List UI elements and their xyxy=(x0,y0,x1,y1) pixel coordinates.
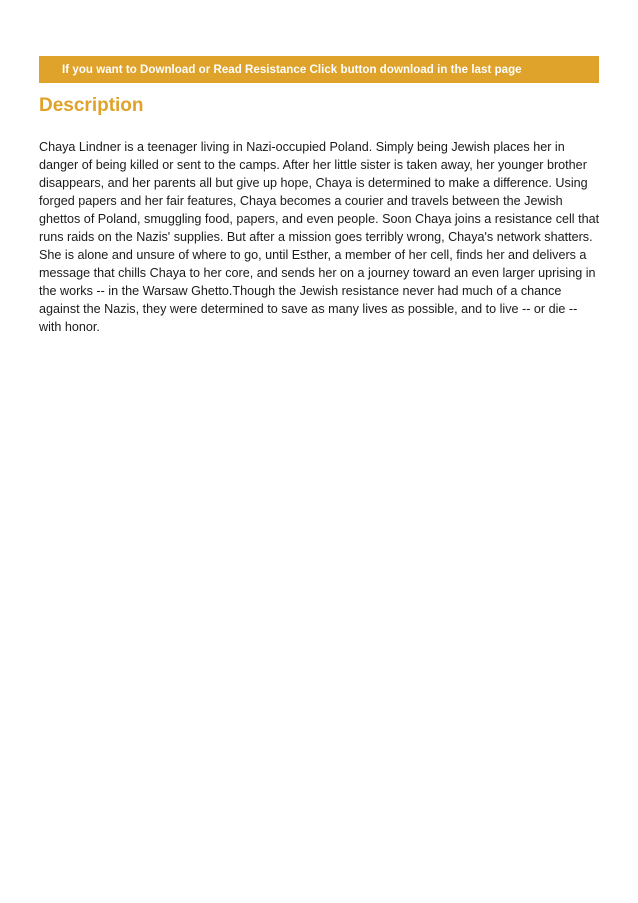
download-banner-text: If you want to Download or Read Resistance Click button download in the last page xyxy=(62,63,522,76)
description-heading: Description xyxy=(39,95,144,116)
download-banner[interactable] xyxy=(39,56,599,83)
description-paragraph: Chaya Lindner is a teenager living in Nazi-occupied Poland. Simply being Jewish places her in danger of being killed or sent to the camps. After her little sister is taken away, her younger brother disappears, and her parents all but give up hope, Chaya is determined to make a difference. Using forged papers and her fair features, Chaya becomes a courier and travels between the Jewish ghettos of Poland, smuggling food, papers, and even people. Soon Chaya joins a resistance cell that runs raids on the Nazis' supplies. But after a mission goes terribly wrong, Chaya's network shatters. She is alone and unsure of where to go, until Esther, a member of her cell, finds her and delivers a message that chills Chaya to her core, and sends her on a journey toward an even larger uprising in the works -- in the Warsaw Ghetto.Though the Jewish resistance never had much of a chance against the Nazis, they were determined to save as many lives as possible, and to live -- or die -- with honor. xyxy=(39,140,600,334)
